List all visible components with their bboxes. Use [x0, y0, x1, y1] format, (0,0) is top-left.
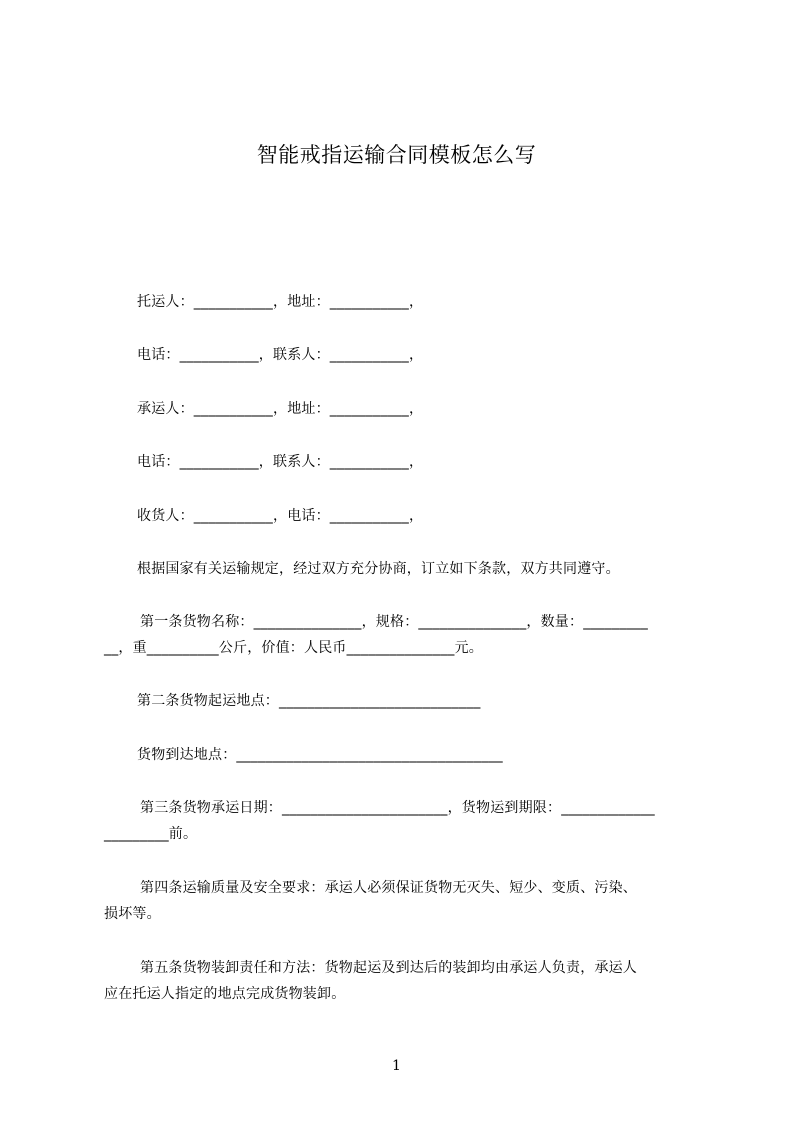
document-title: 智能戒指运输合同模板怎么写 — [256, 143, 537, 167]
carrier-phone-line: 电话：___________，联系人：___________， — [137, 454, 424, 470]
page-number: 1 — [392, 1058, 401, 1074]
consignee-line: 收货人：___________，电话：___________， — [137, 508, 424, 524]
article-1-line-1: 第一条货物名称：_______________，规格：_______________，数量：_________ — [140, 614, 648, 630]
shipper-phone-line: 电话：___________，联系人：___________， — [137, 347, 424, 363]
article-2-line: 第二条货物起运地点：____________________________ — [137, 693, 481, 709]
destination-line: 货物到达地点：_____________________________________ — [137, 747, 503, 763]
article-3-line-1: 第三条货物承运日期：_______________________，货物运到期限：_____________ — [140, 800, 655, 816]
preamble-paragraph: 根据国家有关运输规定，经过双方充分协商，订立如下条款，双方共同遵守。 — [137, 561, 620, 577]
article-4-line-1: 第四条运输质量及安全要求：承运人必须保证货物无灭失、短少、变质、污染、 — [140, 880, 637, 896]
article-3-line-2: _________前。 — [104, 826, 198, 842]
article-5-line-2: 应在托运人指定的地点完成货物装卸。 — [104, 986, 346, 1002]
carrier-line: 承运人：___________，地址：___________， — [137, 401, 424, 417]
article-1-line-2: __，重__________公斤，价值：人民币_______________元。 — [104, 640, 483, 656]
article-4-line-2: 损坏等。 — [104, 906, 161, 922]
article-5-line-1: 第五条货物装卸责任和方法：货物起运及到达后的装卸均由承运人负责，承运人 — [140, 960, 637, 976]
shipper-line: 托运人：___________，地址：___________， — [137, 294, 424, 310]
